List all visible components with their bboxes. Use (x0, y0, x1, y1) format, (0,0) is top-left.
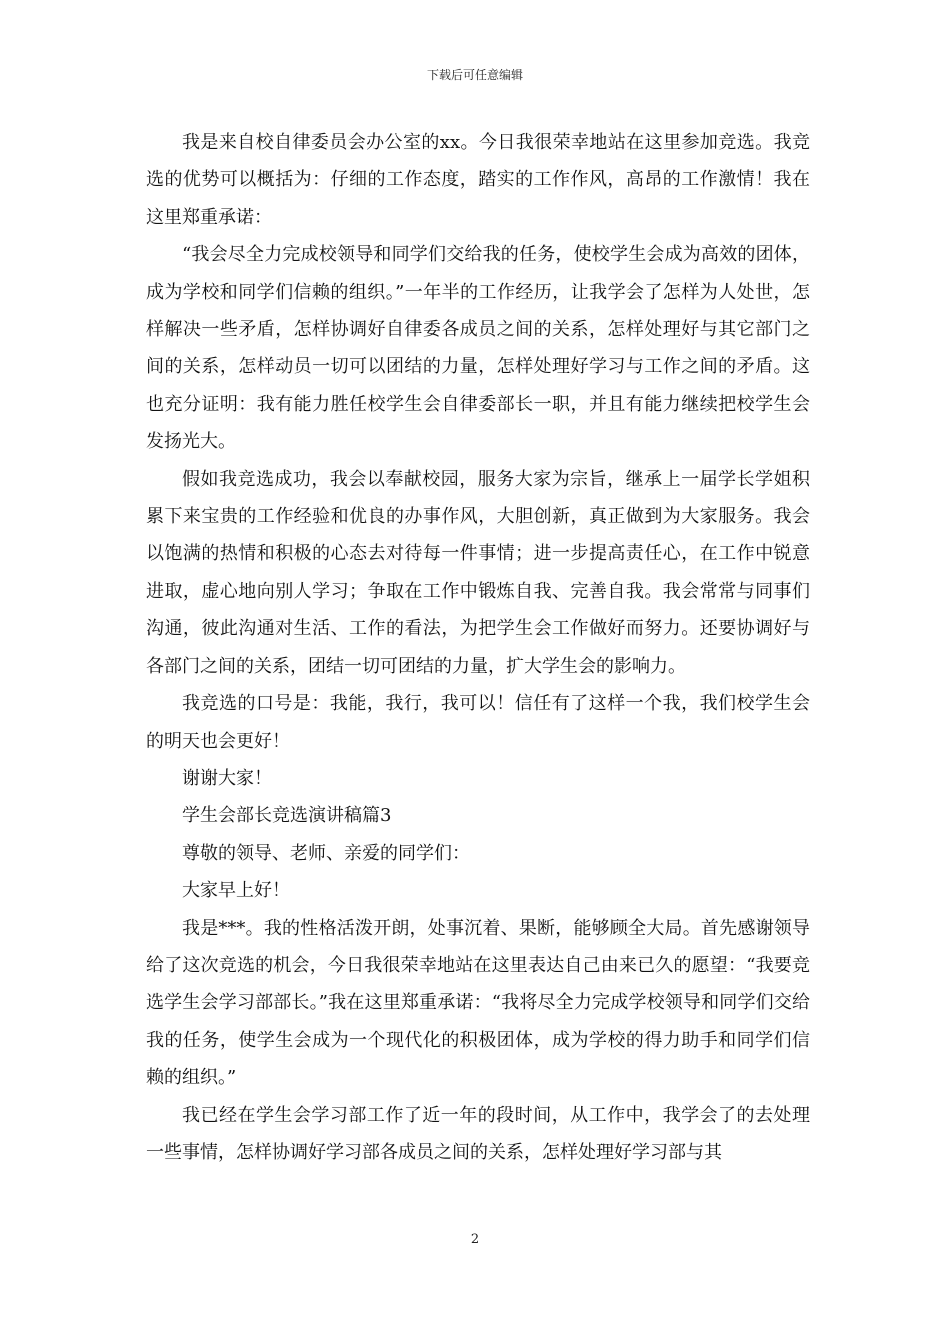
document-body (146, 124, 810, 1171)
paragraph: 我是来自校自律委员会办公室的xx。今日我很荣幸地站在这里参加竞选。我竞选的优势可以概括为：仔细的工作态度，踏实的工作作风，高昂的工作激情！我在这里郑重承诺： (146, 132, 810, 228)
paragraph: 我是***。我的性格活泼开朗，处事沉着、果断，能够顾全大局。首先感谢领导给了这次竞选的机会，今日我很荣幸地站在这里表达自己由来已久的愿望：“我要竞选学生会学习部部长。”我在这里郑重承诺：“我将尽全力完成学校领导和同学们交给我的任务，使学生会成为一个现代化的积极团体，成为学校的得力助手和同学们信赖的组织。” (146, 917, 810, 1089)
paragraph: 我已经在学生会学习部工作了近一年的段时间，从工作中，我学会了的去处理一些事情，怎样协调好学习部各成员之间的关系，怎样处理好学习部与其 (146, 1104, 810, 1163)
page-number: 2 (470, 1232, 480, 1247)
paragraph: 假如我竞选成功，我会以奉献校园，服务大家为宗旨，继承上一届学长学姐积累下来宝贵的工作经验和优良的办事作风，大胆创新，真正做到为大家服务。我会以饱满的热情和积极的心态去对待每一件事情；进一步提高责任心，在工作中锐意进取，虚心地向别人学习；争取在工作中锻炼自我、完善自我。我会常常与同事们沟通，彼此沟通对生活、工作的看法，为把学生会工作做好而努力。还要协调好与各部门之间的关系，团结一切可团结的力量，扩大学生会的影响力。 (146, 468, 810, 677)
paragraph: 我竞选的口号是：我能，我行，我可以！信任有了这样一个我，我们校学生会的明天也会更好！ (146, 693, 810, 752)
paragraph: “我会尽全力完成校领导和同学们交给我的任务，使校学生会成为高效的团体，成为学校和同学们信赖的组织。”一年半的工作经历，让我学会了怎样为人处世，怎样解决一些矛盾，怎样协调好自律委各成员之间的关系，怎样处理好与其它部门之间的关系，怎样动员一切可以团结的力量，怎样处理好学习与工作之间的矛盾。这也充分证明：我有能力胜任校学生会自律委部长一职，并且有能力继续把校学生会发扬光大。 (146, 244, 810, 453)
salutation: 尊敬的领导、老师、亲爱的同学们： (182, 842, 470, 864)
section-title: 学生会部长竞选演讲稿篇3 (182, 805, 392, 827)
paragraph: 谢谢大家！ (182, 767, 272, 789)
greeting: 大家早上好！ (182, 880, 290, 902)
header-note: 下载后可任意编辑 (426, 68, 523, 82)
